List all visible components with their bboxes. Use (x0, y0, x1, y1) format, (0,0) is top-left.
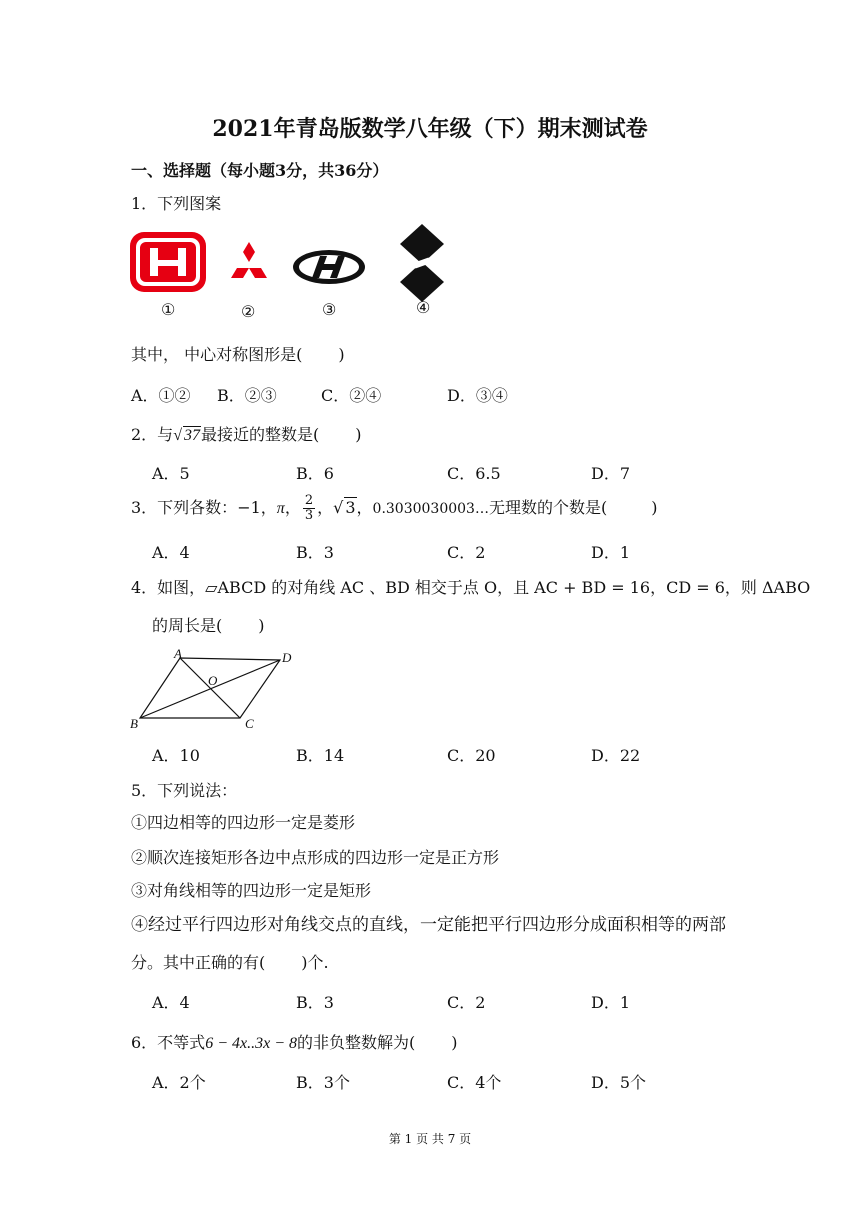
q6-stem: 6．不等式6 − 4x..3x − 8的非负整数解为( ) (131, 1033, 458, 1052)
q3-option-c: C．2 (447, 543, 486, 562)
point-b-label: B (130, 716, 138, 731)
q5-option-b: B．3 (296, 993, 334, 1012)
q2-option-b: B．6 (296, 464, 334, 483)
q1-option-a: A．①② (131, 386, 191, 405)
q4-option-a: A．10 (152, 746, 200, 765)
mitsubishi-logo-icon (225, 240, 273, 286)
q5-item-3: ③对角线相等的四边形一定是矩形 (131, 881, 372, 900)
q6-option-d: D．5个 (591, 1073, 647, 1092)
q1-option-c: C．②④ (321, 386, 382, 405)
q1-question: 其中， 中心对称图形是( ) (131, 345, 345, 364)
logo-label-3: ③ (322, 300, 337, 319)
parallelogram-figure (126, 646, 296, 734)
q1-option-d: D．③④ (447, 386, 508, 405)
q1-option-b: B．②③ (217, 386, 277, 405)
point-a-label: A (174, 646, 182, 661)
q1-stem: 1．下列图案 (131, 194, 222, 213)
q5-option-a: A．4 (152, 993, 190, 1012)
honda-logo-icon (128, 230, 210, 296)
q3-stem: 3．下列各数：−1，π， $\frac{2}{3}$ ，√ 3，0.3030030003…无理数的个数是( ) (131, 493, 658, 523)
q3-option-a: A．4 (152, 543, 190, 562)
q3-option-d: D．1 (591, 543, 631, 562)
q5-stem: 5．下列说法： (131, 781, 238, 800)
q3-option-b: B．3 (296, 543, 334, 562)
q4-option-b: B．14 (296, 746, 345, 765)
hyundai-logo-icon (290, 247, 368, 287)
q6-option-a: A．2个 (152, 1073, 206, 1092)
q4-option-c: C．20 (447, 746, 496, 765)
q5-option-c: C．2 (447, 993, 486, 1012)
section-heading: 一、选择题（每小题3分，共36分） (131, 161, 389, 180)
q6-option-c: C．4个 (447, 1073, 502, 1092)
page-footer: 第 1 页 共 7 页 (388, 1132, 472, 1146)
q4-option-d: D．22 (591, 746, 641, 765)
q4-stem-line2: 的周长是( ) (152, 616, 265, 635)
q2-stem: 2．与√ 37最接近的整数是( ) (131, 425, 362, 444)
q5-continuation: 分。其中正确的有( )个. (131, 953, 329, 972)
q2-option-a: A．5 (152, 464, 190, 483)
q2-option-c: C．6.5 (447, 464, 501, 483)
point-o-label: O (208, 673, 218, 688)
point-c-label: C (245, 716, 254, 731)
diamond-logo-icon (394, 222, 450, 304)
logo-label-1: ① (161, 300, 176, 319)
logo-label-4: ④ (416, 298, 431, 317)
q5-option-d: D．1 (591, 993, 631, 1012)
q2-option-d: D．7 (591, 464, 631, 483)
q5-item-1: ①四边相等的四边形一定是菱形 (131, 813, 356, 832)
q5-item-4: ④经过平行四边形对角线交点的直线，一定能把平行四边形分成面积相等的两部 (131, 915, 726, 935)
q4-stem-line1: 4．如图，▱ABCD 的对角线 AC 、BD 相交于点 O，且 AC + BD = 16，CD = 6，则 ΔABO (131, 578, 811, 597)
q5-item-2: ②顺次连接矩形各边中点形成的四边形一定是正方形 (131, 848, 500, 867)
point-d-label: D (282, 650, 292, 665)
logo-label-2: ② (241, 302, 256, 321)
page-title: 2021年青岛版数学八年级（下）期末测试卷 (212, 116, 648, 142)
q6-option-b: B．3个 (296, 1073, 350, 1092)
